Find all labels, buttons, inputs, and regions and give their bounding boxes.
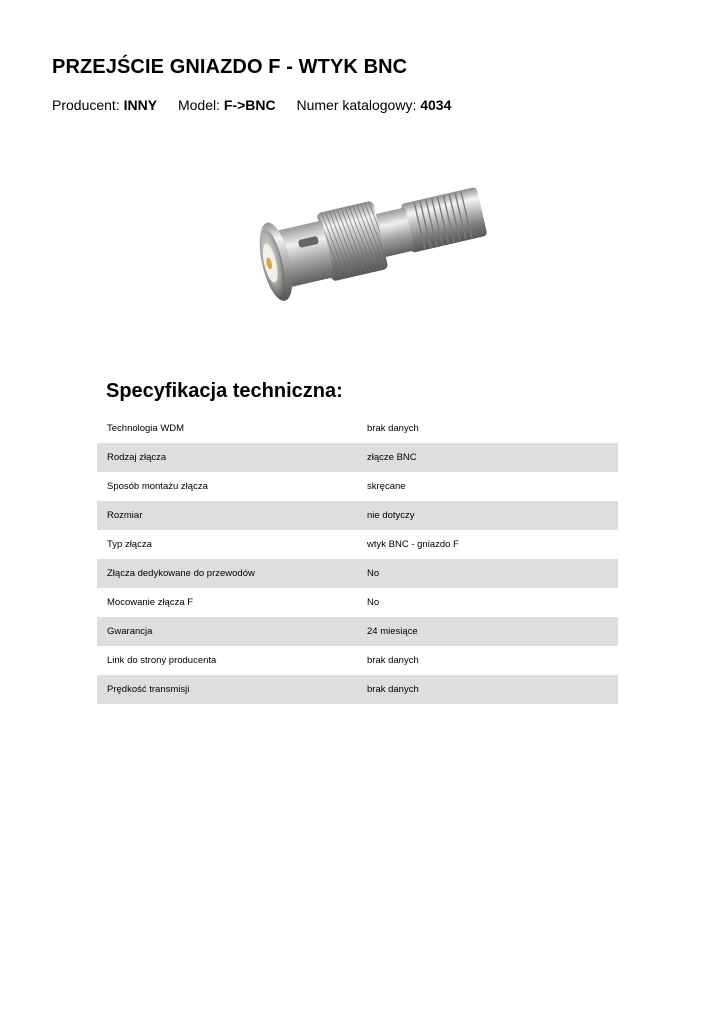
table-row — [97, 617, 618, 646]
product-image — [238, 160, 490, 325]
spec-name: Typ złącza — [107, 539, 152, 550]
model-value: F->BNC — [223, 97, 276, 113]
spec-name: Link do strony producenta — [107, 655, 217, 666]
spec-value: brak danych — [367, 655, 419, 666]
model — [178, 97, 276, 113]
product-meta — [52, 97, 451, 113]
catalog-label: Numer katalogowy: — [296, 97, 417, 113]
catalog-value: 4034 — [420, 97, 452, 113]
spec-name: Prędkość transmisji — [97, 675, 367, 704]
spec-value: nie dotyczy — [367, 501, 618, 530]
model-label: Model: — [177, 97, 220, 113]
spec-value: brak danych — [367, 675, 618, 704]
table-row — [97, 675, 618, 704]
spec-value: No — [367, 597, 380, 608]
producer-label: Producent: — [52, 97, 120, 113]
table-row — [97, 443, 618, 472]
spec-value: brak danych — [367, 423, 419, 434]
spec-name: Rozmiar — [97, 501, 367, 530]
spec-name: Złącza dedykowane do przewodów — [97, 559, 367, 588]
spec-name: Technologia WDM — [107, 423, 185, 434]
spec-name: Rodzaj złącza — [97, 443, 367, 472]
spec-value: No — [367, 559, 618, 588]
producer-value: INNY — [123, 97, 158, 113]
table-row — [97, 530, 618, 559]
producer — [52, 97, 157, 113]
table-row — [97, 472, 618, 501]
spec-value: złącze BNC — [367, 443, 618, 472]
table-row — [97, 414, 618, 443]
spec-value: skręcane — [367, 481, 406, 492]
table-row — [97, 588, 618, 617]
spec-value: 24 miesiące — [367, 617, 618, 646]
table-row — [97, 646, 618, 675]
spec-name: Gwarancja — [97, 617, 367, 646]
spec-name: Mocowanie złącza F — [107, 597, 194, 608]
table-row — [97, 559, 618, 588]
spec-title: Specyfikacja techniczna: — [106, 380, 343, 402]
catalog-number — [297, 97, 452, 113]
spec-value: wtyk BNC - gniazdo F — [367, 539, 459, 550]
spec-table — [97, 414, 618, 704]
page-title: PRZEJŚCIE GNIAZDO F - WTYK BNC — [52, 56, 408, 78]
spec-name: Sposób montażu złącza — [107, 481, 208, 492]
bnc-adapter-icon — [238, 160, 490, 325]
table-row — [97, 501, 618, 530]
